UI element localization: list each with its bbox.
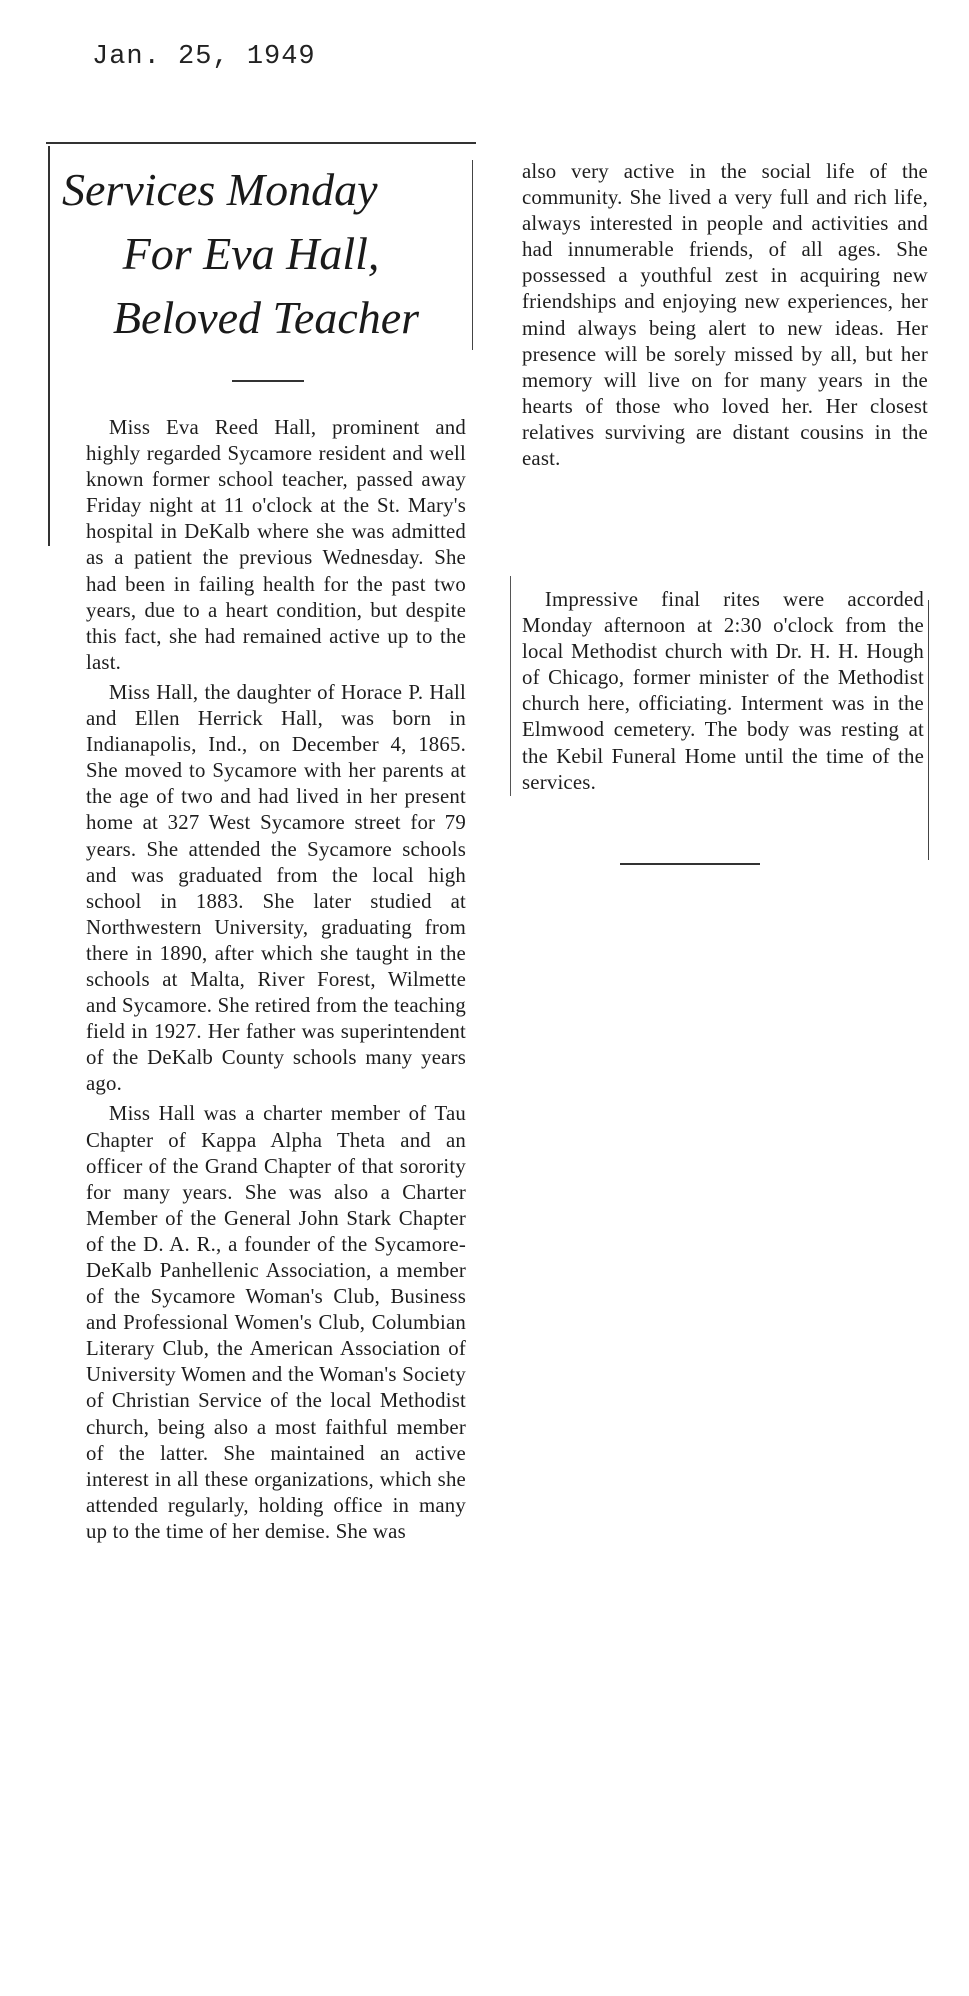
article-column-right (522, 159, 928, 472)
headline-line-2: For Eva Hall, (122, 228, 380, 279)
headline (56, 158, 476, 350)
article-paragraph-4: Impressive final rites were accorded Monday afternoon at 2:30 o'clock from the local Methodist church with Dr. H. H. Hough of Chicago, former minister of the Methodist church here, officiating. Interment was in the Elmwood cemetery. The body was resting at the Kebil Funeral Home until the time of the services. (522, 588, 924, 794)
article-column-left (86, 415, 466, 1545)
end-divider (620, 863, 760, 865)
article-paragraph-1: Miss Eva Reed Hall, prominent and highly regarded Sycamore resident and well known former school teacher, passed away Friday night at 11 o'clock at the St. Mary's hospital in DeKalb where she was admitted as a patient the previous Wednesday. She had been in failing health for the past two years, due to a heart condition, but despite this fact, she had remained active up to the last. (86, 416, 466, 674)
headline-line-3: Beloved Teacher (112, 292, 420, 343)
headline-divider (232, 380, 304, 382)
top-rule (46, 142, 476, 144)
article-paragraph-3: Miss Hall was a charter member of Tau Chapter of Kappa Alpha Theta and an officer of the Grand Chapter of that sorority for many years. She was also a Charter Member of the General John Stark Chapter of the D. A. R., a founder of the Sycamore-DeKalb Panhellenic Association, a member of the Sycamore Woman's Club, Business and Professional Women's Club, Columbian Literary Club, the American Association of University Women and the Woman's Society of Christian Service of the local Methodist church, being also a most faithful member of the latter. She maintained an active interest in all these organizations, which she attended regularly, holding office in many up to the time of her demise. She was (86, 1102, 466, 1543)
left-column-border (48, 146, 50, 546)
article-paragraph-2: Miss Hall, the daughter of Horace P. Hall and Ellen Herrick Hall, was born in Indianapolis, Ind., on December 4, 1865. She moved to Sycamore with her parents at the age of two and had lived in her present home at 327 West Sycamore street for 79 years. She attended the Sycamore schools and was graduated from the local high school in 1883. She later studied at Northwestern University, graduating from there in 1890, after which she taught in the schools at Malta, River Forest, Wilmette and Sycamore. She retired from the teaching field in 1927. Her father was superintendent of the DeKalb County schools many years ago. (86, 680, 466, 1096)
right-column-left-border (510, 576, 511, 796)
article-paragraph-3-continued: also very active in the social life of the community. She lived a very full and rich life, always interested in people and activities and had innumerable friends, of all ages. She possessed a youthful zest in acquiring new friendships and enjoying new experiences, her mind always being alert to new ideas. Her presence will be sorely missed by all, but her memory will live on for many years in the hearts of those who loved her. Her closest relatives surviving are distant cousins in the east. (522, 160, 928, 471)
article-column-right-lower (522, 587, 924, 796)
right-column-right-border (928, 600, 929, 860)
dateline: Jan. 25, 1949 (92, 42, 316, 72)
headline-line-1: Services Monday (62, 164, 378, 215)
